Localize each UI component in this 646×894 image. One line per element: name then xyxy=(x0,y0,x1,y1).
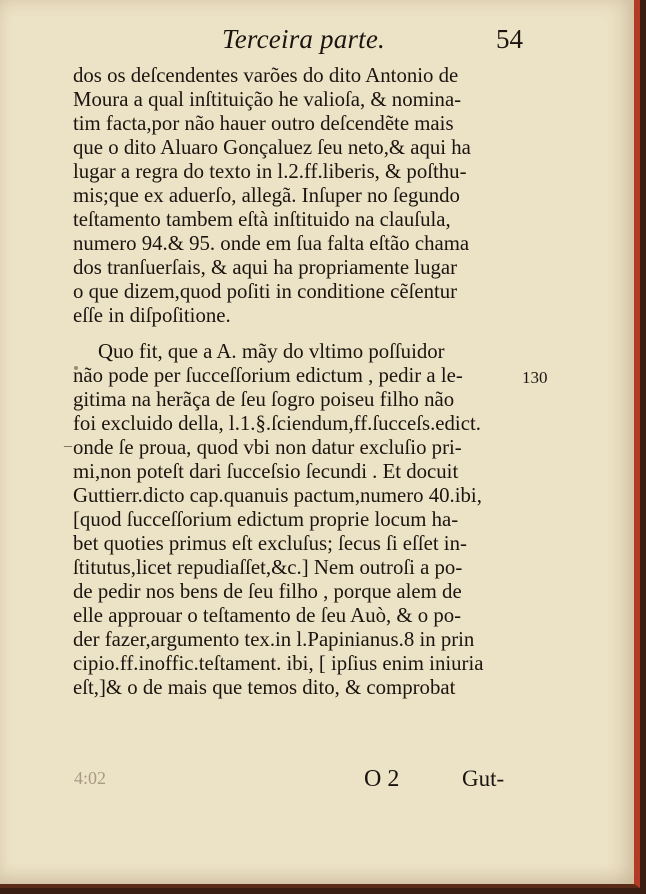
text-line: gitima na herãça de ſeu ſogro poiseu filho não xyxy=(73,388,455,411)
text-line: numero 94.& 95. onde em ſua falta eſtão chama xyxy=(73,232,470,255)
text-line: cipio.ff.inoffic.teſtament. ibi, [ ipſius enim iniuria xyxy=(73,652,484,675)
text-line: ſtitutus,licet repudiaſſet,&c.] Nem outroſi a po- xyxy=(73,556,463,579)
text-line: dos os deſcendentes varões do dito Antonio de xyxy=(73,64,459,87)
text-line: Moura a qual inſtituição he valioſa, & nomina- xyxy=(73,88,462,111)
text-line: que o dito Aluaro Gonçaluez ſeu neto,& aqui ha xyxy=(73,136,471,159)
text-line: eſſe in diſpoſitione. xyxy=(73,304,231,327)
text-line: tim facta,por não hauer outro deſcendẽte mais xyxy=(73,112,454,135)
text-line: teſtamento tambem eſtà inſtituido na clauſula, xyxy=(73,208,451,231)
text-line: mi,non poteſt dari ſucceſsio ſecundi . Et docuit xyxy=(73,460,459,483)
text-line: [quod ſucceſſorium edictum proprie locum ha- xyxy=(73,508,459,531)
text-line: lugar a regra do texto in l.2.ff.liberis, & poſthu- xyxy=(73,160,467,183)
margin-note: 130 xyxy=(522,368,548,387)
text-line: eſt,]& o de mais que temos dito, & comprobat xyxy=(73,676,456,699)
text-line: foi excluido della, l.1.§.ſciendum,ff.ſucceſs.edict. xyxy=(73,412,481,435)
running-head: Terceira parte. xyxy=(222,24,385,54)
catchword: Gut- xyxy=(462,766,505,791)
text-line: bet quoties primus eſt excluſus; ſecus ſi eſſet in- xyxy=(73,532,467,555)
text-line: elle approuar o teſtamento de ſeu Auò, & o po- xyxy=(73,604,462,627)
signature-mark: O 2 xyxy=(364,766,400,792)
text-line: mis;que ex aduerſo, allegã. Inſuper no ſegundo xyxy=(73,184,460,207)
page-footer xyxy=(0,766,634,796)
text-line: Guttierr.dicto cap.quanuis pactum,numero 40.ibi, xyxy=(73,484,482,507)
page-number: 54 xyxy=(496,24,523,54)
marginal-mark: _ xyxy=(64,432,72,449)
text-line: de pedir nos bens de ſeu filho , porque alem de xyxy=(73,580,462,603)
ink-smudge: 4:02 xyxy=(74,768,107,788)
text-line: onde ſe proua, quod vbi non datur excluſio pri- xyxy=(73,436,462,459)
text-line: der fazer,argumento tex.in l.Papinianus.8 in prin xyxy=(73,628,475,651)
text-line: dos tranſuerſais, & aqui ha propriamente lugar xyxy=(73,256,458,279)
text-line: o que dizem,quod poſiti in conditione cẽſentur xyxy=(73,280,458,303)
text-line: Quo fit, que a A. mãy do vltimo poſſuidor xyxy=(98,340,445,363)
text-line: não pode per ſucceſſorium edictum , pedir a le- xyxy=(73,364,463,387)
